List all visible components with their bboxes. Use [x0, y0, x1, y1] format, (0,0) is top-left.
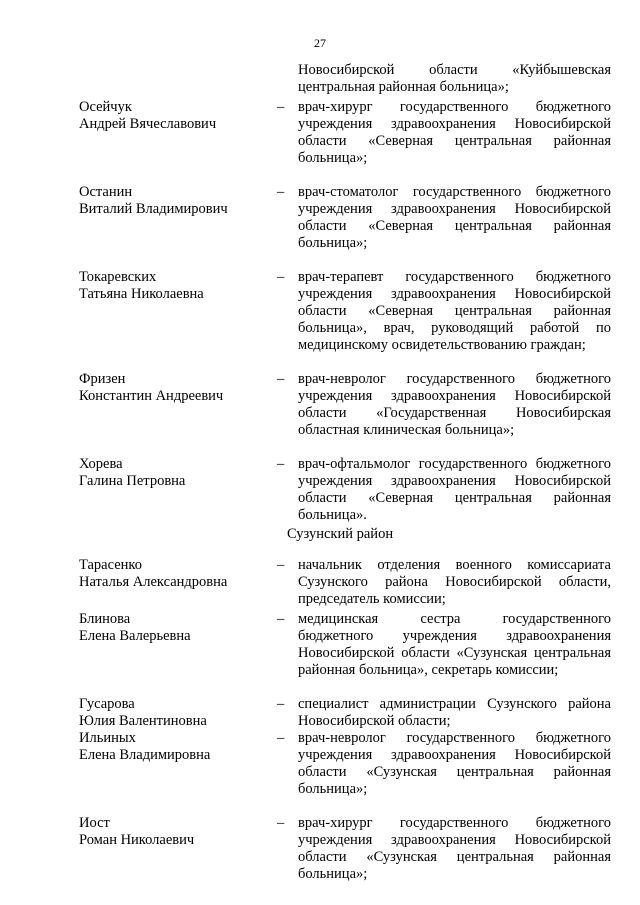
surname: Гусарова [79, 696, 135, 712]
dash: – [277, 184, 285, 200]
given-names: Наталья Александровна [79, 574, 228, 590]
surname: Иост [79, 815, 110, 831]
role-description: врач-терапевт государственного бюджетного учреждения здравоохранения Новосибирской области «Северная центральная районная больница», врач, руководящий работой по медицинскому освидетельствованию граждан; [298, 269, 611, 353]
role-description: специалист администрации Сузунского района Новосибирской области; [298, 696, 611, 729]
given-names: Елена Валерьевна [79, 628, 191, 644]
list-item [0, 371, 640, 439]
given-names: Виталий Владимирович [79, 201, 228, 217]
person-name [79, 557, 269, 591]
list-item [0, 269, 640, 354]
dash: – [277, 611, 285, 627]
given-names: Галина Петровна [79, 473, 186, 489]
dash: – [277, 456, 285, 472]
surname: Останин [79, 184, 133, 200]
given-names: Татьяна Николаевна [79, 286, 204, 302]
surname: Блинова [79, 611, 131, 627]
person-name [79, 371, 269, 405]
list-item [0, 99, 640, 167]
role-description: врач-хирург государственного бюджетного учреждения здравоохранения Новосибирской области «Сузунская центральная районная больница»; [298, 815, 611, 882]
dash: – [277, 557, 285, 573]
person-name [79, 269, 269, 303]
given-names: Юлия Валентиновна [79, 713, 207, 729]
dash: – [277, 99, 285, 115]
list-item [0, 456, 640, 524]
person-name [79, 815, 269, 849]
person-name [79, 99, 269, 133]
surname: Осейчук [79, 99, 132, 115]
role-description: врач-хирург государственного бюджетного учреждения здравоохранения Новосибирской области «Северная центральная районная больница»; [298, 99, 611, 166]
role-description: медицинская сестра государственного бюджетного учреждения здравоохранения Новосибирской области «Сузунская центральная районная больница», секретарь комиссии; [298, 611, 611, 678]
list-item [0, 696, 640, 730]
list-item [0, 184, 640, 252]
role-description: врач-стоматолог государственного бюджетного учреждения здравоохранения Новосибирской области «Северная центральная районная больница»; [298, 184, 611, 251]
list-item [0, 611, 640, 679]
role-description: врач-невролог государственного бюджетного учреждения здравоохранения Новосибирской области «Государственная Новосибирская областная клиническая больница»; [298, 371, 611, 438]
surname: Хорева [79, 456, 123, 472]
role-description: врач-офтальмолог государственного бюджетного учреждения здравоохранения Новосибирской области «Северная центральная районная больница». [298, 456, 611, 523]
surname: Тарасенко [79, 557, 142, 573]
dash: – [277, 815, 285, 831]
document-body [0, 62, 640, 883]
dash: – [277, 269, 285, 285]
continuation-row [0, 62, 640, 96]
given-names: Роман Николаевич [79, 832, 195, 848]
dash: – [277, 730, 285, 746]
surname: Токаревских [79, 269, 157, 285]
role-description: начальник отделения военного комиссариата Сузунского района Новосибирской области, председатель комиссии; [298, 557, 611, 607]
person-name [79, 696, 269, 730]
section-heading: Сузунский район [287, 526, 394, 542]
person-name [79, 730, 269, 764]
person-name [79, 184, 269, 218]
continuation-text: Новосибирской области «Куйбышевская центральная районная больница»; [298, 62, 611, 95]
surname: Ильиных [79, 730, 136, 746]
dash: – [277, 371, 285, 387]
surname: Фризен [79, 371, 126, 387]
list-item [0, 557, 640, 608]
page-number: 27 [314, 36, 326, 50]
given-names: Елена Владимировна [79, 747, 211, 763]
role-description: врач-невролог государственного бюджетного учреждения здравоохранения Новосибирской области «Сузунская центральная районная больница»; [298, 730, 611, 797]
list-item [0, 730, 640, 798]
person-name [79, 456, 269, 490]
person-name [79, 611, 269, 645]
given-names: Константин Андреевич [79, 388, 224, 404]
list-item [0, 815, 640, 883]
given-names: Андрей Вячеславович [79, 116, 217, 132]
dash: – [277, 696, 285, 712]
